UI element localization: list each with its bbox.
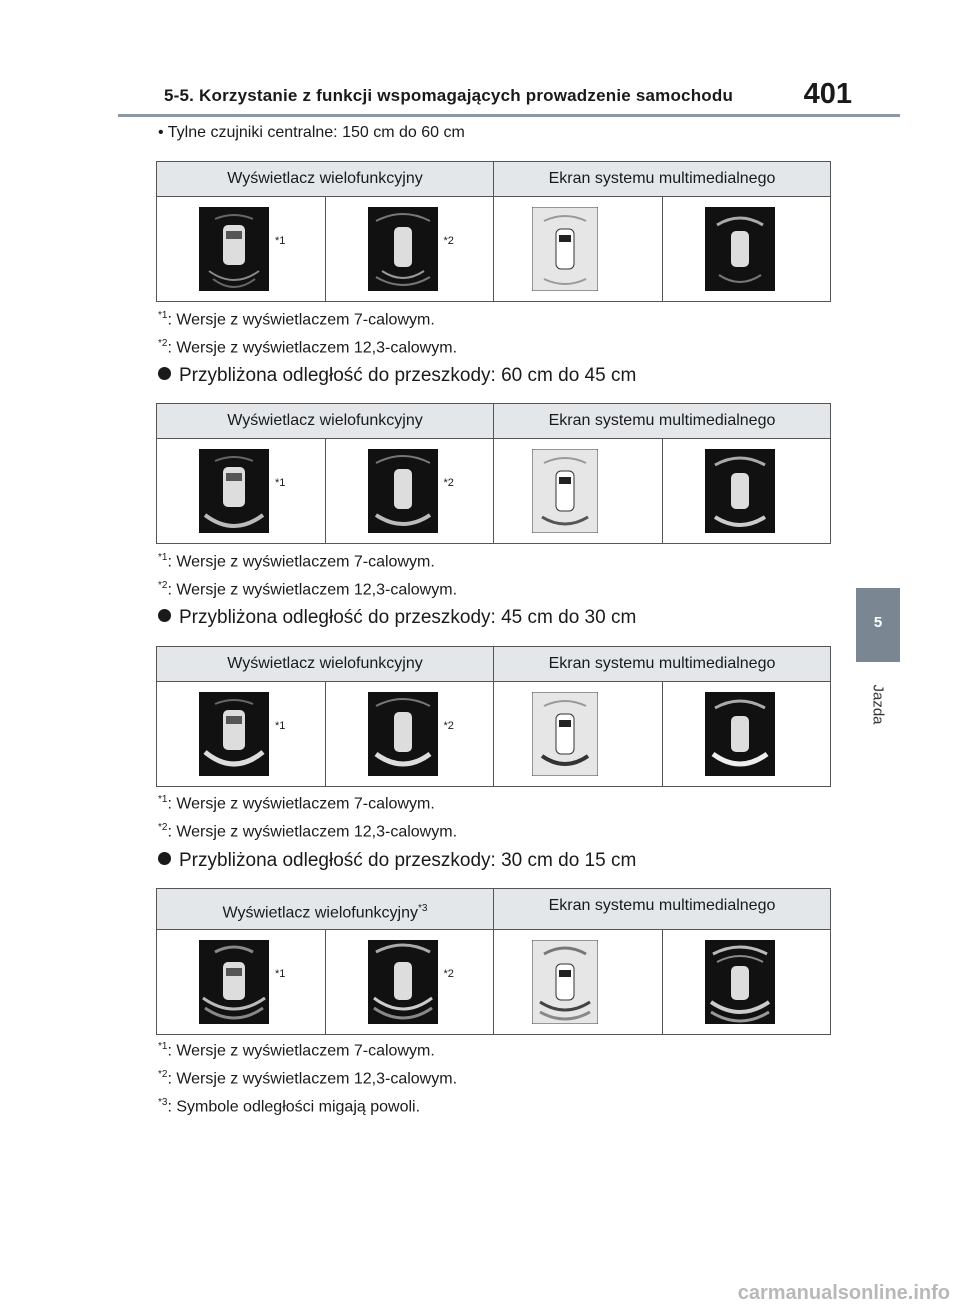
footnote-marker-2: *2 xyxy=(443,477,454,489)
cell-multimedia-b xyxy=(662,682,831,786)
cell-multimedia-b xyxy=(662,930,831,1034)
sensor-screen-dark-car-icon xyxy=(199,449,269,533)
cell-multimedia-a xyxy=(493,930,662,1034)
sensor-screen-light-car-icon xyxy=(532,940,598,1024)
footnote-1 xyxy=(158,552,435,571)
bullet-dot-icon xyxy=(158,852,171,865)
footnote-3 xyxy=(158,1097,420,1116)
cell-md-12in xyxy=(325,682,494,786)
chapter-tab[interactable] xyxy=(856,588,900,662)
footnote-text: : Wersje z wyświetlaczem 12,3-calowym. xyxy=(167,823,458,841)
sensor-screen-dark-car-icon xyxy=(705,692,775,776)
chapter-label xyxy=(864,676,888,736)
bullet-dot-icon xyxy=(158,609,171,622)
footnote-mark: *2 xyxy=(158,580,168,591)
display-table-3 xyxy=(156,646,831,787)
sensor-screen-dark-car-icon xyxy=(705,940,775,1024)
sensor-screen-dark-car-icon xyxy=(705,207,775,291)
footnote-text: : Wersje z wyświetlaczem 7-calowym. xyxy=(167,311,435,329)
footnote-text: : Wersje z wyświetlaczem 12,3-calowym. xyxy=(167,1070,458,1088)
footnote-mark: *1 xyxy=(158,310,168,321)
footnote-marker-1: *1 xyxy=(275,477,286,489)
header-multimedia-screen: Ekran systemu multimedialnego xyxy=(493,404,830,438)
sensor-screen-dark-car-icon xyxy=(705,449,775,533)
bullet-dot-icon xyxy=(158,367,171,380)
footnote-2 xyxy=(158,1069,457,1088)
cell-multimedia-a xyxy=(493,682,662,786)
footnote-1 xyxy=(158,310,435,329)
cell-multimedia-b xyxy=(662,197,831,301)
heading-45-30 xyxy=(158,607,636,629)
heading-30-15 xyxy=(158,850,636,872)
heading-text: Przybliżona odległość do przeszkody: 30 cm do 15 cm xyxy=(179,850,637,871)
chapter-label-text: Jazda xyxy=(869,684,887,725)
footnote-marker-2: *2 xyxy=(443,235,454,247)
footnote-2 xyxy=(158,580,457,599)
footnote-marker-2: *2 xyxy=(443,720,454,732)
footnote-text: : Symbole odległości migają powoli. xyxy=(167,1098,421,1116)
cell-md-7in xyxy=(157,197,325,301)
display-table-1 xyxy=(156,161,831,302)
display-table-4 xyxy=(156,888,831,1035)
cell-md-7in xyxy=(157,682,325,786)
heading-text: Przybliżona odległość do przeszkody: 60 cm do 45 cm xyxy=(179,365,637,386)
sensor-screen-dark-car-icon xyxy=(368,692,438,776)
footnote-1 xyxy=(158,794,435,813)
heading-60-45 xyxy=(158,365,636,387)
footnote-mark: *2 xyxy=(158,822,168,833)
footnote-text: : Wersje z wyświetlaczem 12,3-calowym. xyxy=(167,339,458,357)
chapter-number: 5 xyxy=(873,614,883,631)
footnote-marker-2: *2 xyxy=(443,968,454,980)
header-multi-display: Wyświetlacz wielofunkcyjny xyxy=(227,170,423,187)
cell-multimedia-b xyxy=(662,439,831,543)
footnote-mark: *2 xyxy=(158,338,168,349)
page-number: 401 xyxy=(803,78,852,110)
footnote-mark: *1 xyxy=(158,794,168,805)
header-text: Wyświetlacz wielofunkcyjny xyxy=(222,904,418,922)
header-multimedia-screen: Ekran systemu multimedialnego xyxy=(493,162,830,196)
footnote-2 xyxy=(158,338,457,357)
cell-md-12in xyxy=(325,197,494,301)
intro-bullet: • Tylne czujniki centralne: 150 cm do 60 cm xyxy=(158,124,465,141)
cell-multimedia-a xyxy=(493,439,662,543)
footnote-2 xyxy=(158,822,457,841)
footnote-1 xyxy=(158,1041,435,1060)
sensor-screen-light-car-icon xyxy=(532,207,598,291)
heading-text: Przybliżona odległość do przeszkody: 45 cm do 30 cm xyxy=(179,607,637,628)
sensor-screen-dark-car-icon xyxy=(368,449,438,533)
sensor-screen-dark-car-icon xyxy=(368,940,438,1024)
watermark: carmanualsonline.info xyxy=(737,1282,950,1304)
footnote-marker-1: *1 xyxy=(275,720,286,732)
footnote-marker-1: *1 xyxy=(275,968,286,980)
header-multi-display xyxy=(157,889,493,929)
cell-md-7in xyxy=(157,930,325,1034)
header-multimedia-screen: Ekran systemu multimedialnego xyxy=(493,647,830,681)
footnote-mark: *3 xyxy=(158,1097,168,1108)
footnote-mark: *1 xyxy=(158,552,168,563)
display-table-2 xyxy=(156,403,831,544)
cell-md-12in xyxy=(325,439,494,543)
footnote-text: : Wersje z wyświetlaczem 7-calowym. xyxy=(167,1042,435,1060)
footnote-mark: *3 xyxy=(418,903,428,914)
sensor-screen-dark-car-icon xyxy=(368,207,438,291)
footnote-mark: *2 xyxy=(158,1069,168,1080)
sensor-screen-light-car-icon xyxy=(532,449,598,533)
cell-md-7in xyxy=(157,439,325,543)
footnote-text: : Wersje z wyświetlaczem 7-calowym. xyxy=(167,795,435,813)
section-title: 5-5. Korzystanie z funkcji wspomagających prowadzenie samochodu xyxy=(164,86,734,105)
cell-multimedia-a xyxy=(493,197,662,301)
page-header xyxy=(118,78,900,112)
sensor-screen-dark-car-icon xyxy=(199,207,269,291)
sensor-screen-light-car-icon xyxy=(532,692,598,776)
footnote-text: : Wersje z wyświetlaczem 7-calowym. xyxy=(167,553,435,571)
cell-md-12in xyxy=(325,930,494,1034)
footnote-text: : Wersje z wyświetlaczem 12,3-calowym. xyxy=(167,581,458,599)
sensor-screen-dark-car-icon xyxy=(199,940,269,1024)
footnote-mark: *1 xyxy=(158,1041,168,1052)
header-multi-display: Wyświetlacz wielofunkcyjny xyxy=(227,655,423,672)
header-multi-display: Wyświetlacz wielofunkcyjny xyxy=(227,412,423,429)
footnote-marker-1: *1 xyxy=(275,235,286,247)
sensor-screen-dark-car-icon xyxy=(199,692,269,776)
header-rule xyxy=(118,114,900,117)
header-multimedia-screen: Ekran systemu multimedialnego xyxy=(493,889,830,929)
